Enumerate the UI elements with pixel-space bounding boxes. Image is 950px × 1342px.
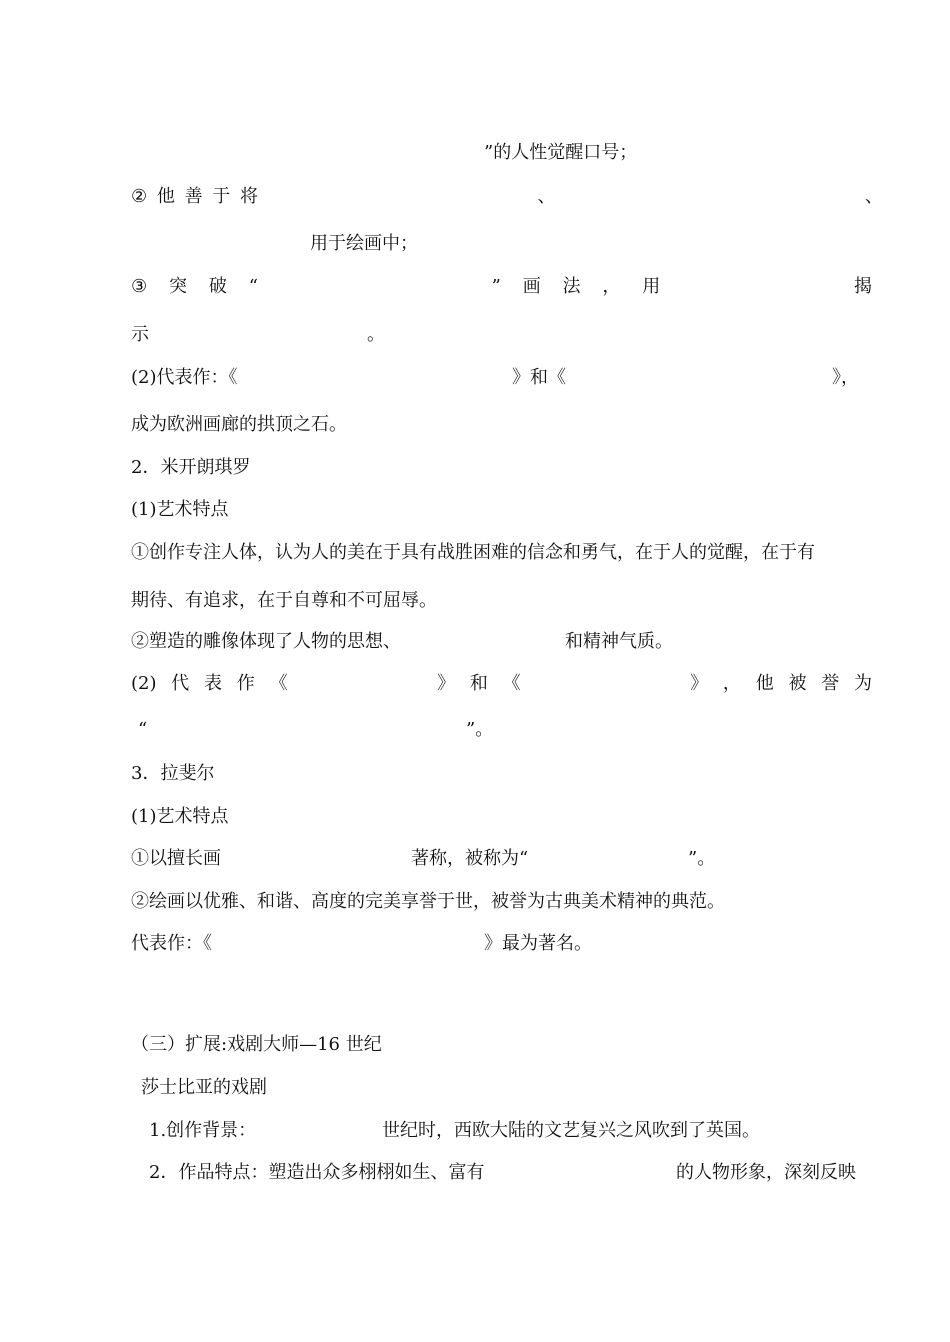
text-line: ①以擅长画 bbox=[131, 848, 221, 869]
text-line: ”的人性觉醒口号； bbox=[484, 142, 638, 163]
text-segment: ， bbox=[602, 276, 621, 297]
text-segment: 突 bbox=[169, 276, 187, 297]
text-segment: 画 bbox=[522, 276, 541, 297]
text-line-spaced bbox=[131, 672, 872, 696]
text-segment: 》 bbox=[690, 673, 709, 694]
fill-blank bbox=[268, 185, 528, 209]
text-line: 世纪时，西欧大陆的文艺复兴之风吹到了英国。 bbox=[382, 1120, 760, 1141]
text-segment: 于 bbox=[212, 186, 231, 207]
text-line: 代表作：《 bbox=[131, 933, 212, 954]
text-line: 1.创作背景： bbox=[149, 1120, 257, 1141]
text-line: ”。 bbox=[688, 848, 716, 869]
text-segment: ” bbox=[491, 276, 501, 297]
text-line: ①创作专注人体，认为人的美在于具有战胜困难的信念和勇气，在于人的觉醒，在于有 bbox=[131, 542, 815, 563]
text-line: “ bbox=[138, 719, 148, 740]
text-segment: 誉 bbox=[821, 673, 840, 694]
text-segment: 被 bbox=[788, 673, 807, 694]
subsection-heading: (1)艺术特点 bbox=[131, 806, 229, 827]
text-segment: 》 bbox=[437, 673, 456, 694]
text-segment: ③ bbox=[131, 276, 148, 297]
section-heading: 2．米开朗琪罗 bbox=[131, 457, 251, 478]
text-segment: (2) bbox=[131, 673, 157, 694]
text-segment: 为 bbox=[853, 673, 872, 694]
text-segment: 作 bbox=[236, 673, 255, 694]
text-line: 2．作品特点：塑造出众多栩栩如生、富有 bbox=[149, 1162, 485, 1183]
text-line: 示 bbox=[131, 324, 149, 345]
section-heading: （三）扩展:戏剧大师—16 世纪 bbox=[131, 1034, 382, 1055]
text-segment: 、 bbox=[864, 186, 883, 207]
text-line: 》， bbox=[832, 367, 859, 388]
text-segment: 他 bbox=[156, 186, 175, 207]
text-segment: 《 bbox=[502, 673, 521, 694]
text-line: ”。 bbox=[466, 719, 494, 740]
text-segment: ， bbox=[722, 673, 741, 694]
text-segment: 用 bbox=[642, 276, 661, 297]
text-line: 期待、有追求，在于自尊和不可屈辱。 bbox=[131, 590, 437, 611]
text-line: 。 bbox=[367, 324, 385, 345]
text-line-spaced bbox=[131, 275, 872, 299]
fill-blank bbox=[302, 672, 422, 696]
text-segment: 表 bbox=[204, 673, 223, 694]
text-segment: 法 bbox=[562, 276, 581, 297]
text-segment: 善 bbox=[184, 186, 203, 207]
text-segment: 《 bbox=[269, 673, 288, 694]
text-segment: 将 bbox=[240, 186, 259, 207]
text-line: 和精神气质。 bbox=[565, 631, 673, 652]
text-segment: 代 bbox=[171, 673, 190, 694]
fill-blank bbox=[280, 275, 470, 299]
text-segment: 揭 bbox=[854, 276, 872, 297]
fill-blank bbox=[565, 185, 855, 209]
text-segment: 破 bbox=[208, 276, 227, 297]
subsection-heading: (1)艺术特点 bbox=[131, 499, 229, 520]
text-line: 成为欧洲画廊的拱顶之石。 bbox=[131, 414, 347, 435]
subsection-heading: 莎士比亚的戏剧 bbox=[141, 1077, 267, 1098]
text-line: 的人物形象，深刻反映 bbox=[676, 1162, 856, 1183]
section-heading: 3．拉斐尔 bbox=[131, 763, 215, 784]
text-segment: ② bbox=[131, 186, 148, 207]
text-segment: 和 bbox=[469, 673, 488, 694]
text-line: ②塑造的雕像体现了人物的思想、 bbox=[131, 631, 401, 652]
text-line: 》和《 bbox=[512, 367, 566, 388]
text-segment: 、 bbox=[537, 186, 556, 207]
text-segment: 他 bbox=[755, 673, 774, 694]
text-line: ②绘画以优雅、和谐、高度的完美享誉于世，被誉为古典美术精神的典范。 bbox=[131, 891, 725, 912]
fill-blank bbox=[682, 275, 832, 299]
text-line: 著称，被称为“ bbox=[411, 848, 529, 869]
text-segment: “ bbox=[248, 276, 258, 297]
fill-blank bbox=[535, 672, 675, 696]
text-line: 用于绘画中； bbox=[310, 233, 418, 254]
text-line: (2)代表作：《 bbox=[131, 367, 238, 388]
text-line-spaced bbox=[131, 185, 883, 209]
text-line: 》最为著名。 bbox=[484, 933, 592, 954]
